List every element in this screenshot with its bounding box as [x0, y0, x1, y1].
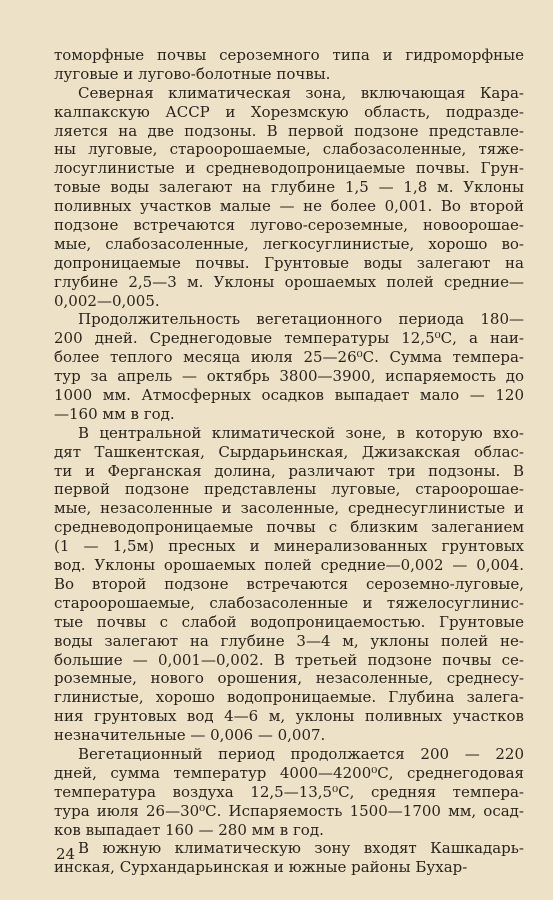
text-line: дят Ташкентская, Сырдарьинская, Джизакская облас-	[54, 442, 524, 461]
text-line: ков выпадает 160 — 280 мм в год.	[54, 820, 324, 839]
text-line: ти и Ферганская долина, различают три подзоны. В	[54, 461, 524, 480]
text-line: 0,002—0,005.	[54, 291, 160, 310]
text-line: мые, слабозасоленные, легкосуглинистые, хорошо во-	[54, 234, 524, 253]
text-line: 200 дней. Среднегодовые температуры 12,5⁰С, а наи-	[54, 329, 524, 348]
text-line: воды залегают на глубине 3—4 м, уклоны полей не-	[54, 631, 524, 650]
text-line: поливных участков малые — не более 0,001. Во второй	[54, 197, 524, 216]
text-line: подзоне встречаются лугово-сероземные, новоорошае-	[54, 216, 524, 235]
text-line: тур за апрель — октябрь 3800—3900, испаряемость до	[54, 367, 524, 386]
text-line: товые воды залегают на глубине 1,5 — 1,8 м. Уклоны	[54, 178, 524, 197]
text-line: роземные, нового орошения, незасоленные, среднесу-	[54, 669, 524, 688]
text-line: глинистые, хорошо водопроницаемые. Глубина залега-	[54, 688, 524, 707]
text-line: лосуглинистые и средневодопроницаемые почвы. Грун-	[54, 159, 524, 178]
text-line: тура июля 26—30⁰С. Испаряемость 1500—1700 мм, осад-	[54, 801, 524, 820]
text-line: глубине 2,5—3 м. Уклоны орошаемых полей средние—	[54, 272, 524, 291]
text-line: ляется на две подзоны. В первой подзоне представле-	[54, 121, 524, 140]
text-line: (1 — 1,5м) пресных и минерализованных грунтовых	[54, 537, 524, 556]
text-line: ны луговые, староорошаемые, слабозасоленные, тяже-	[54, 140, 524, 159]
paragraph	[54, 46, 524, 84]
text-line: дней, сумма температур 4000—4200⁰С, среднегодовая	[54, 763, 524, 782]
text-line: калпакскую АССР и Хорезмскую область, подразде-	[54, 102, 524, 121]
paragraph	[54, 424, 524, 745]
text-line: инская, Сурхандарьинская и южные районы Бухар-	[54, 858, 468, 877]
body-text	[54, 46, 524, 877]
paragraph	[54, 84, 524, 311]
text-line: В центральной климатической зоне, в которую вхо-	[78, 423, 524, 442]
paragraph	[54, 839, 524, 877]
text-line: более теплого месяца июля 25—26⁰С. Сумма темпера-	[54, 348, 524, 367]
text-line: —160 мм в год.	[54, 404, 175, 423]
text-line: 1000 мм. Атмосферных осадков выпадает мало — 120	[54, 386, 524, 405]
text-line: температура воздуха 12,5—13,5⁰С, средняя темпера-	[54, 782, 524, 801]
text-line: средневодопроницаемые почвы с близким залеганием	[54, 518, 524, 537]
text-line: допроницаемые почвы. Грунтовые воды залегают на	[54, 253, 524, 272]
text-line: незначительные — 0,006 — 0,007.	[54, 726, 326, 745]
page-number: 24	[56, 845, 76, 863]
text-line: большие — 0,001—0,002. В третьей подзоне почвы се-	[54, 650, 524, 669]
text-line: томорфные почвы сероземного типа и гидроморфные	[54, 46, 524, 64]
text-line: В южную климатическую зону входят Кашкадарь-	[78, 839, 524, 858]
text-line: Северная климатическая зона, включающая Кара-	[78, 83, 524, 102]
text-line: тые почвы с слабой водопроницаемостью. Грунтовые	[54, 612, 524, 631]
text-line: староорошаемые, слабозасоленные и тяжелосуглинис-	[54, 593, 524, 612]
text-line: Вегетационный период продолжается 200 — 220	[78, 744, 524, 763]
text-line: вод. Уклоны орошаемых полей средние—0,002 — 0,004.	[54, 556, 524, 575]
text-line: мые, незасоленные и засоленные, среднесуглинистые и	[54, 499, 524, 518]
text-line: луговые и лугово-болотные почвы.	[54, 64, 331, 83]
text-line: ния грунтовых вод 4—6 м, уклоны поливных участков	[54, 707, 524, 726]
paragraph	[54, 310, 524, 423]
text-line: первой подзоне представлены луговые, староорошае-	[54, 480, 524, 499]
text-line: Во второй подзоне встречаются сероземно-луговые,	[54, 574, 524, 593]
paragraph	[54, 745, 524, 839]
text-line: Продолжительность вегетационного периода 180—	[78, 310, 524, 329]
